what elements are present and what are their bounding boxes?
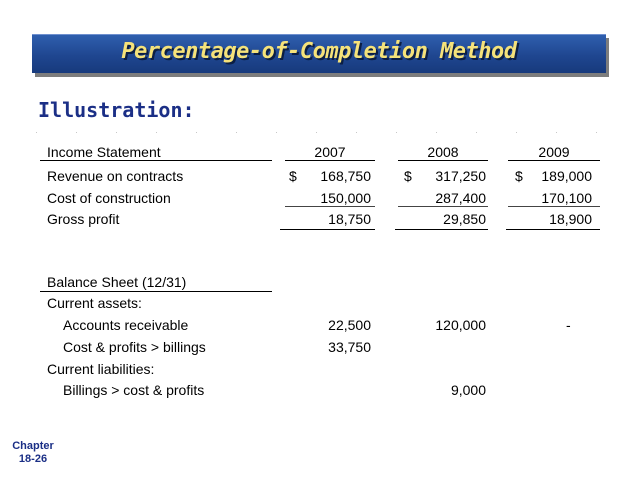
dotted-guide [36,132,606,133]
row-label-gross-profit: Gross profit [47,211,120,227]
subtotal-rule-2008 [398,206,488,207]
table-row [0,294,638,314]
balance-header-row [0,273,638,293]
billings-cost-profits-label: Billings > cost & profits [63,382,205,398]
total-rule-2008 [395,229,488,230]
dollar-sign: $ [404,168,412,184]
row-label-cost: Cost of construction [47,190,171,206]
revenue-2007: 168,750 [320,168,371,184]
chapter-text: Chapter [12,440,54,452]
slide-title: Percentage-of-Completion Method [121,39,517,64]
gross-profit-2007: 18,750 [328,211,371,227]
current-liabilities-label: Current liabilities: [47,361,155,377]
cost-2008: 287,400 [435,190,486,206]
year-2007-header: 2007 [314,144,346,160]
subtotal-rule-2009 [508,206,600,207]
cost-2007: 150,000 [320,190,371,206]
subtotal-rule-2007 [285,206,375,207]
header-underline-2007 [285,160,375,161]
year-2008-header: 2008 [427,144,459,160]
table-row [0,360,638,380]
header-underline-label [40,160,272,161]
accounts-receivable-label: Accounts receivable [63,317,189,333]
gross-profit-2008: 29,850 [443,211,486,227]
revenue-2008: 317,250 [435,168,486,184]
income-statement-header: Income Statement [47,144,161,160]
revenue-2009: 189,000 [541,168,592,184]
row-label-revenue: Revenue on contracts [47,168,184,184]
current-assets-label: Current assets: [47,295,142,311]
table-row [0,167,638,187]
year-2009-header: 2009 [538,144,570,160]
total-rule-2009 [506,229,600,230]
dollar-sign: $ [515,168,523,184]
gross-profit-2009: 18,900 [549,211,592,227]
bcp-2008: 9,000 [450,382,486,398]
chapter-number: 18-26 [18,453,48,465]
table-row [0,316,638,336]
table-row [0,210,638,230]
table-row [0,338,638,358]
dollar-sign: $ [289,168,297,184]
cost-profits-billings-label: Cost & profits > billings [63,339,206,355]
ar-2009: - [566,317,571,333]
slide-subtitle: Illustration: [38,98,195,122]
balance-sheet-header: Balance Sheet (12/31) [47,274,187,290]
chapter-label [8,440,58,466]
table-row [0,381,638,401]
cpb-2007: 33,750 [328,339,371,355]
total-rule-2007 [280,229,375,230]
ar-2007: 22,500 [328,317,371,333]
cost-2009: 170,100 [541,190,592,206]
title-banner [32,34,606,73]
balance-header-underline [40,291,272,292]
ar-2008: 120,000 [435,317,486,333]
header-underline-2008 [398,160,488,161]
header-underline-2009 [508,160,600,161]
